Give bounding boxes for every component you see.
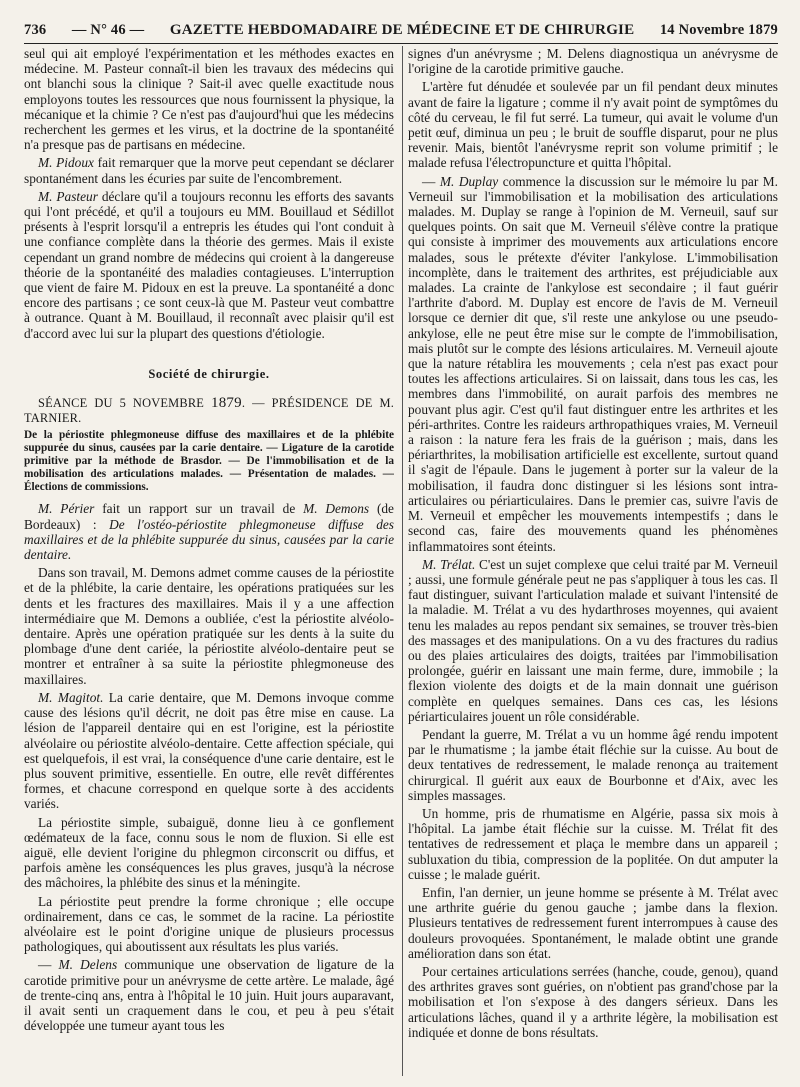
column-divider bbox=[402, 46, 403, 1076]
journal-title: GAZETTE HEBDOMADAIRE DE MÉDECINE ET DE CHIRURGIE bbox=[169, 22, 635, 38]
report-subject: De l'ostéo-périostite phlegmoneuse diffuse des maxillaires et de la phlébite suppurée du sinus, causées par la carie dentaire. bbox=[24, 516, 394, 563]
paragraph-text: déclare qu'il a toujours reconnu les efforts des savants qui l'ont précédé, et qu'il a toujours eu MM. Bouillaud et Sédillot présents à l'esprit lorsqu'il a entrepris les études qui l'ont conduit à une confiance complète dans la théorie des germes. Mais il existe cependant un grand nombre de médecins qui croient à la dangereuse théorie de la spontanéité des maladies contagieuses. L'interruption que vient de faire M. Pidoux en est la preuve. La spontanéité a donc encore des partisans ; ce sont ceux-là que M. Pasteur veut combattre à outrance. Quant à M. Bouillaud, il reconnaît avec plaisir qu'il est d'accord avec lui sur la plupart des questions d'étiologie. bbox=[24, 188, 394, 341]
session-year: 1879 bbox=[211, 395, 242, 412]
session-date: SÉANCE DU 5 NOVEMBRE bbox=[38, 396, 212, 411]
paragraph-text: fait remarquer que la morve peut cependant se déclarer spontanément dans les écuries par suite de l'encombrement. bbox=[24, 155, 394, 186]
right-column bbox=[408, 46, 778, 1076]
issue-date: 14 Novembre 1879 bbox=[659, 22, 778, 38]
page-header bbox=[24, 0, 778, 44]
speaker-name: M. Trélat. bbox=[422, 556, 476, 572]
dash: — bbox=[38, 957, 59, 973]
issue-number: — N° 46 — bbox=[71, 22, 145, 38]
speaker-name: M. Delens bbox=[58, 957, 118, 973]
paragraph: Pendant la guerre, M. Trélat a vu un homme âgé rendu impotent par le rhumatisme ; la jambe était fléchie sur la cuisse. Au bout de deux tentatives de redressement, le malade renonça au traitement chirurgical. Il guérit aux eaux de Bourbonne et d'Aix, avec les simples massages. bbox=[408, 726, 778, 803]
paragraph: Dans son travail, M. Demons admet comme causes de la périostite et de la phlébite, la carie dentaire, les opérations pratiquées sur les dents et les fractures des maxillaires. Mais il y a une affection intermédiaire que M. Demons a oubliée, c'est la périostite alvéolo-dentaire. Après une opération pratiquée sur les dents à la suite du plombage d'une dent cariée, la périostite alvéolo-dentaire peut se montrer et entraîner à sa suite la périostite phlegmoneuse des maxillaires. bbox=[24, 565, 394, 687]
paragraph bbox=[24, 501, 394, 562]
paragraph: Enfin, l'an dernier, un jeune homme se présente à M. Trélat avec une arthrite guérie du genou gauche ; jambe dans la flexion. Plusieurs tentatives de redressement furent interrompues à cause des douleurs provoquées. Spontanément, le malade obtint une grande amélioration dans son état. bbox=[408, 884, 778, 961]
speaker-name: M. Duplay bbox=[439, 173, 499, 189]
paragraph: La périostite simple, subaiguë, donne lieu à ce gonflement œdémateux de la face, connu sous le nom de fluxion. Si elle est aiguë, elle devient l'origine du phlegmon circonscrit ou diffus, et parfois amène les conséquences les plus graves, jusqu'à la nécrose des mâchoires, la phlébite des sinus et la méningite. bbox=[24, 814, 394, 891]
paragraph bbox=[24, 690, 394, 812]
paragraph-text: communique une observation de ligature de la carotide primitive pour un anévrysme de cette artère. Le malade, âgé de trente-cinq ans, entra à l'hôpital le 10 juin. Huit jours auparavant, il avait senti un craquement dans le cou, et peu à peu s'était développée une tumeur ayant tous les bbox=[24, 957, 394, 1034]
paragraph: seul qui ait employé l'expérimentation et les méthodes exactes en médecine. M. Pasteur connaît-il bien les travaux des médecins qui ont blanchi sous la clinique ? Sait-il avec quelle exactitude nous employons toutes les ressources que nous fournissent la physique, la mécanique et la chimie ? Ce n'est pas d'aujourd'hui que les médecins recherchent les germes et les virus, et la doctrine de la spontanéité n'a presque pas de partisans en médecine. bbox=[24, 46, 394, 153]
speaker-name: M. Périer bbox=[38, 501, 95, 517]
paragraph bbox=[408, 557, 778, 724]
speaker-name: M. Pidoux bbox=[38, 155, 94, 171]
paragraph bbox=[408, 174, 778, 554]
section-heading: Société de chirurgie. bbox=[148, 366, 270, 381]
speaker-name: M. Magitot. bbox=[38, 689, 104, 705]
author-name: M. Demons bbox=[303, 501, 370, 517]
paragraph: Un homme, pris de rhumatisme en Algérie, passa six mois à l'hôpital. La jambe était fléchie sur la cuisse. M. Trélat fit des tentatives de redressement et plaça le membre dans un appareil ; subluxation du tibia, compression de la poplitée. On dut amputer la cuisse ; le malade guérit. bbox=[408, 805, 778, 882]
session-line bbox=[24, 396, 394, 426]
paragraph-text: commence la discussion sur le mémoire lu par M. Verneuil sur l'immobilisation et la mobilisation des articulations malades. M. Duplay se range à l'opinion de M. Verneuil, sauf sur quelques points. On sait que M. Verneuil s'élève contre la pratique qui consiste à imprimer des mouvements aux articulations encore malades, sous le prétexte d'éviter l'ankylose. L'immobilisation incomplète, dans le traitement des arthrites, est préjudiciable aux malades. La crainte de l'ankylose est secondaire ; il faut guérir l'arthrite d'abord. M. Duplay est encore de l'avis de M. Verneuil lorsque ce dernier dit que, s'il reste une ankylose ou une pseudo-ankylose, elle ne peut être mise sur le compte de l'immobilisation, mais plutôt sur le compte des lésions articulaires. M. Verneuil ajoute que la nature rétablira les mouvements ; cela n'est pas exact pour toutes les affections articulaires. Si on laissait, dans tous les cas, les membres dans l'immobilité, on aurait parfois des membres ne pouvant plus agir. C'est qu'il faut distinguer entre les arthrites et les péri-arthrites. Contre les raideurs arthropathiques vraies, M. Verneuil a raison : la nature fera les frais de la guérison ; mais, dans les périarthrites, la mobilisation artificielle est excellente, surtout quand il s'agit de l'épaule. Dans le jugement à porter sur la valeur de la mobilisation, il faudra donc distinguer si les lésions sont intra-articulaires ou périarticulaires. Dans le premier cas, suivre l'avis de M. Verneuil et empêcher les mouvements intempestifs ; dans le second cas, faire des mouvements quand les phénomènes inflammatoires sont éteints. bbox=[408, 173, 778, 554]
paragraph bbox=[24, 155, 394, 185]
paragraph-text: fait un rapport sur un travail de bbox=[94, 501, 304, 517]
session-summary: De la périostite phlegmoneuse diffuse des maxillaires et de la phlébite suppurée du sinus, causées par la carie dentaire. — Ligature de la carotide primitive par la méthode de Brasdor. — De l'immobilisation et de la mobilisation des articulations malades. — Présentation de malades. — Élections de commissions. bbox=[24, 429, 394, 493]
paragraph bbox=[24, 957, 394, 1033]
page-number: 736 bbox=[24, 22, 47, 38]
paragraph: Pour certaines articulations serrées (hanche, coude, genou), quand des arthrites graves sont guéries, on n'obtient pas grand'chose par la mobilisation et l'on s'expose à des dangers sérieux. Dans les articulations lâches, quand il y a arthrite légère, la mobilisation est indiquée et donne de bons résultats. bbox=[408, 963, 778, 1040]
text-columns bbox=[24, 46, 778, 1076]
paragraph bbox=[24, 189, 394, 341]
paragraph: L'artère fut dénudée et soulevée par un fil pendant deux minutes avant de faire la ligature ; comme il n'y avait point de symptômes du côté du cerveau, le fil fut serré. La tumeur, qui avait le volume d'un petit œuf, diminua un peu ; le bruit de souffle disparut, pour ne plus revenir. Mais, bientôt l'anévrysme reprit son volume primitif ; le malade refusa l'électropuncture et quitta l'hôpital. bbox=[408, 79, 778, 171]
paragraph-text: C'est un sujet complexe que celui traité par M. Verneuil ; aussi, une formule générale peut ne pas s'appliquer à tous les cas. Il faut distinguer, suivant l'articulation malade et suivant l'intensité de la maladie. M. Trélat a vu des hydarthroses moyennes, qui avaient tenu les malades au repos pendant six semaines, se trouver très-bien des massages et des manipulations. On a vu des fractures du radius ou des plaies articulaires des doigts, traitées par l'immobilisation prolongée, guérir en laissant une main ferme, dure, immobile ; la flexion violente des doigts et de la main donnait une guérison complète en quelques semaines. Dans ces cas, les lésions périarticulaires jouent un rôle considérable. bbox=[408, 556, 778, 724]
session-presidency: . — PRÉSIDENCE DE M. TARNIER. bbox=[24, 396, 394, 426]
paragraph-text: La carie dentaire, que M. Demons invoque comme cause des lésions qu'il décrit, ne doit pas être mise en cause. La lésion de l'appareil dentaire qui en est l'origine, est la périostite alvéolaire ou périostite alvéolo-dentaire. Cette affection spéciale, qui est quelquefois, il est vrai, la conséquence d'une carie dentaire, est le plus souvent primitive, essentielle. En outre, elle revêt différentes formes, et chacune correspond en quelque sorte à des accidents variés. bbox=[24, 689, 394, 812]
paragraph-text: (de Bordeaux) : bbox=[24, 501, 394, 532]
paragraph: signes d'un anévrysme ; M. Delens diagnostiqua un anévrysme de l'origine de la carotide primitive gauche. bbox=[408, 46, 778, 77]
left-column bbox=[24, 46, 394, 1076]
dash: — bbox=[422, 173, 440, 189]
speaker-name: M. Pasteur bbox=[38, 188, 98, 204]
paragraph: La périostite peut prendre la forme chronique ; elle occupe ordinairement, dans ce cas, le sommet de la racine. La périostite alvéolaire est le point d'origine unique de plusieurs processus pathologiques, qui aboutissent aux résultats les plus variés. bbox=[24, 893, 394, 955]
